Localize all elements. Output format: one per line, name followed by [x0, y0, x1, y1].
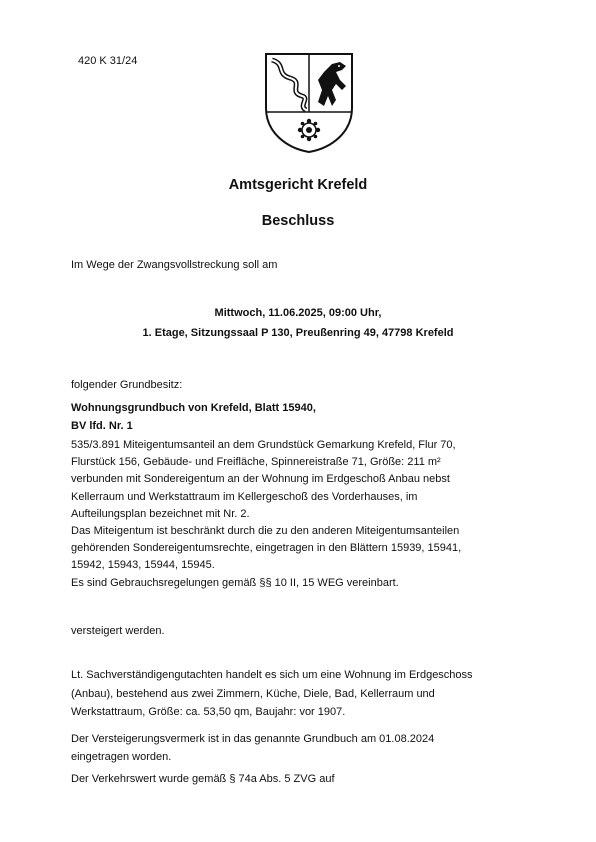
description-line: Kellerraum und Werkstattraum im Kellergeschoß des Vorderhauses, im — [71, 490, 418, 503]
description-line: gehörenden Sondereigentumsrechte, eingetragen in den Blättern 15939, 15941, — [71, 542, 462, 555]
property-intro: folgender Grundbesitz: — [71, 379, 183, 391]
register-title: Wohnungsgrundbuch von Krefeld, Blatt 15940, — [71, 402, 316, 414]
auction-text: versteigert werden. — [71, 625, 165, 637]
expert-line: Werkstattraum, Größe: ca. 53,50 qm, Baujahr: vor 1907. — [71, 706, 346, 718]
description-line: Flurstück 156, Gebäude- und Freifläche, Spinnereistraße 71, Größe: 211 m² — [71, 456, 441, 469]
document-type: Beschluss — [261, 213, 335, 229]
description-line: Es sind Gebrauchsregelungen gemäß §§ 10 II, 15 WEG vereinbart. — [71, 576, 399, 589]
description-line: 15942, 15943, 15944, 15945. — [71, 559, 215, 572]
description-line: Das Miteigentum ist beschränkt durch die zu den anderen Miteigentumsanteilen — [71, 525, 460, 538]
registration-note — [71, 730, 434, 766]
property-description — [71, 437, 461, 592]
expert-line: Lt. Sachverständigengutachten handelt es sich um eine Wohnung im Erdgeschoss — [71, 669, 473, 681]
court-name: Amtsgericht Krefeld — [228, 177, 368, 193]
register-entry: BV lfd. Nr. 1 — [71, 420, 133, 432]
registration-line: Der Versteigerungsvermerk ist in das genannte Grundbuch am 01.08.2024 — [71, 733, 435, 745]
hearing-location: 1. Etage, Sitzungssaal P 130, Preußenring 49, 47798 Krefeld — [142, 327, 454, 339]
hearing-date-time: Mittwoch, 11.06.2025, 09:00 Uhr, — [214, 307, 382, 319]
intro-text: Im Wege der Zwangsvollstreckung soll am — [71, 259, 278, 271]
expert-opinion — [71, 666, 473, 722]
coat-of-arms-icon — [262, 50, 356, 154]
description-line: 535/3.891 Miteigentumsanteil an dem Grundstück Gemarkung Krefeld, Flur 70, — [71, 439, 456, 451]
description-line: Aufteilungsplan bezeichnet mit Nr. 2. — [71, 507, 250, 520]
case-number: 420 K 31/24 — [78, 55, 138, 67]
registration-line: eingetragen worden. — [71, 751, 172, 763]
description-line: verbunden mit Sondereigentum an der Wohnung im Erdgeschoß Anbau nebst — [71, 473, 450, 486]
expert-line: (Anbau), bestehend aus zwei Zimmern, Küche, Diele, Bad, Kellerraum und — [71, 687, 435, 700]
market-value-intro: Der Verkehrswert wurde gemäß § 74a Abs. 5 ZVG auf — [71, 773, 335, 785]
